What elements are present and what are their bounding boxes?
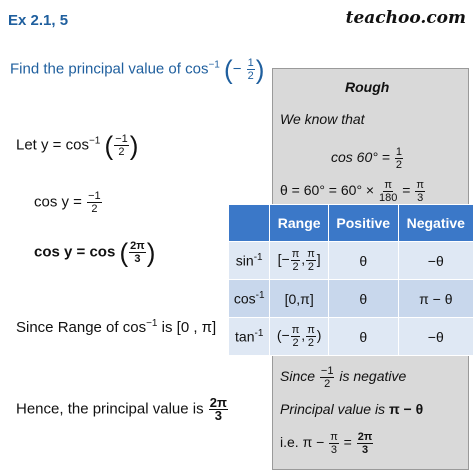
table-header-range: Range (270, 205, 329, 242)
ie-equation: i.e. π − $\frac{\pi}{3}$ = $\frac{2\pi}{3}$ (280, 431, 373, 456)
since-negative-text: Since $\frac{-1}{2}$ is negative (280, 365, 407, 390)
principal-value-text: Principal value is π − θ (280, 401, 424, 417)
table-row (229, 318, 474, 356)
row-positive-cos: θ (328, 280, 398, 318)
row-range-sin: [− $\frac{\pi}{2}$ , $\frac{\pi}{2}$ ] (270, 242, 329, 280)
row-range-tan: (− $\frac{\pi}{2}$ , $\frac{\pi}{2}$ ) (270, 318, 329, 356)
table-header-negative: Negative (398, 205, 473, 242)
table-row (229, 242, 474, 280)
cos-y-cos-statement: cos y = cos ( $\frac{2\pi}{3}$ ) (34, 237, 156, 268)
teachoo-logo: teachoo.com (345, 8, 466, 28)
we-know-text: We know that (280, 111, 365, 127)
table-header-row (229, 205, 474, 242)
row-func-cos: $\cos^{-1}$ (229, 280, 270, 318)
cos-y-statement: cos y = $\frac{-1}{2}$ (34, 190, 101, 215)
row-range-cos: [0,π] (270, 280, 329, 318)
row-negative-sin: −θ (398, 242, 473, 280)
theta-equation: θ = 60° = 60° × $\frac{\pi}{180}$ = $\frac{\pi}{3}$ (280, 179, 424, 204)
principal-value-table (228, 204, 474, 356)
exercise-label: Ex 2.1, 5 (8, 12, 69, 29)
rough-title: Rough (345, 79, 390, 95)
range-statement: Since Range of $\cos^{-1}$ is [0 , π] (16, 318, 217, 336)
row-negative-tan: −θ (398, 318, 473, 356)
row-negative-cos: π − θ (398, 280, 473, 318)
row-func-sin: $\sin^{-1}$ (229, 242, 270, 280)
hence-statement: Hence, the principal value is $\frac{2\pi}{3}$ (16, 395, 227, 423)
row-positive-sin: θ (328, 242, 398, 280)
row-positive-tan: θ (328, 318, 398, 356)
table-header-positive: Positive (328, 205, 398, 242)
question-text: Find the principal value of $\cos^{-1}$ (− $\frac{1}{2}$ ) (10, 54, 265, 85)
page-header (0, 0, 474, 42)
let-statement: Let $y = \cos^{-1}$ ( $\frac{-1}{2}$ ) (16, 130, 139, 161)
row-func-tan: $\tan^{-1}$ (229, 318, 270, 356)
table-header-empty (229, 205, 270, 242)
table-row (229, 280, 474, 318)
cos60-equation: cos 60° = $\frac{1}{2}$ (331, 146, 402, 171)
